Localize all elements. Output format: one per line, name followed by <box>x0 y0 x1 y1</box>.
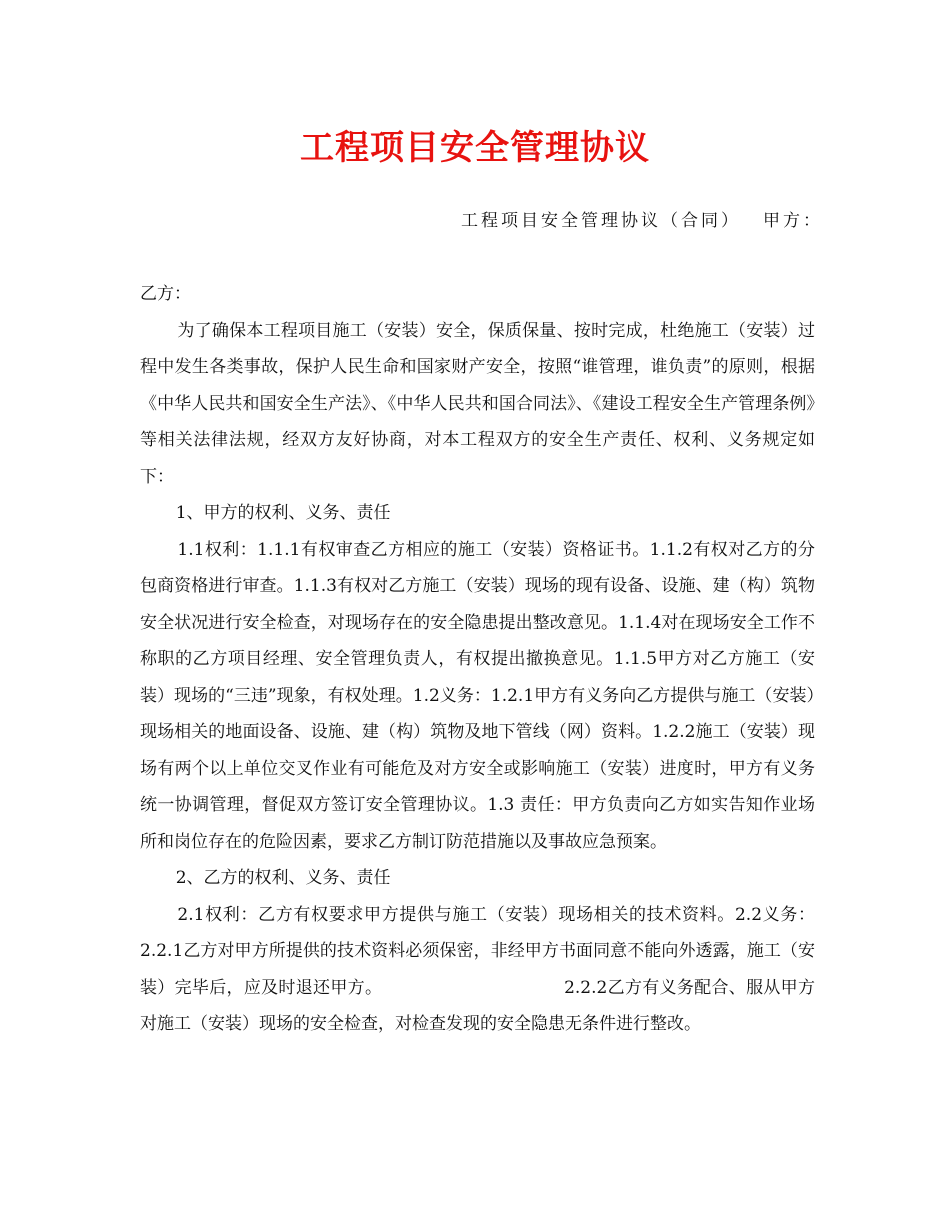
subtitle-line <box>140 206 823 236</box>
document-body <box>140 276 815 1043</box>
party-a-label: 甲方： <box>763 211 823 231</box>
section-1-heading: 1、甲方的权利、义务、责任 <box>175 503 391 523</box>
intro-paragraph: 为了确保本工程项目施工（安装）安全，保质保量、按时完成，杜绝施工（安装）过程中发生各类事故，保护人民生命和国家财产安全，按照“谁管理，谁负责”的原则，根据《中华人民共和国安全生产法》、《中华人民共和国合同法》、《建设工程安全生产管理条例》等相关法律法规，经双方友好协商，对本工程双方的安全生产责任、权利、义务规定如下： <box>140 320 815 487</box>
party-b-label: 乙方： <box>140 284 191 304</box>
section-2-body: 2.1权利：乙方有权要求甲方提供与施工（安装）现场相关的技术资料。2.2义务：2.2.1乙方对甲方所提供的技术资料必须保密，非经甲方书面同意不能向外透露，施工（安装）完毕后，应及时退还甲方。 2.2.2乙方有义务配合、服从甲方对施工（安装）现场的安全检查，对检查发现的安全隐患无条件进行整改。 <box>140 904 815 1034</box>
document-subtitle: 工程项目安全管理协议（合同） <box>461 211 741 231</box>
section-2-heading: 2、乙方的权利、义务、责任 <box>175 868 391 888</box>
section-1-body: 1.1权利：1.1.1有权审查乙方相应的施工（安装）资格证书。1.1.2有权对乙方的分包商资格进行审查。1.1.3有权对乙方施工（安装）现场的现有设备、设施、建（构）筑物安全状况进行安全检查，对现场存在的安全隐患提出整改意见。1.1.4对在现场安全工作不称职的乙方项目经理、安全管理负责人，有权提出撤换意见。1.1.5甲方对乙方施工（安装）现场的“三违”现象，有权处理。1.2义务：1.2.1甲方有义务向乙方提供与施工（安装）现场相关的地面设备、设施、建（构）筑物及地下管线（网）资料。1.2.2施工（安装）现场有两个以上单位交叉作业有可能危及对方安全或影响施工（安装）进度时，甲方有义务统一协调管理，督促双方签订安全管理协议。1.3 责任：甲方负责向乙方如实告知作业场所和岗位存在的危险因素，要求乙方制订防范措施以及事故应急预案。 <box>140 539 815 852</box>
document-title: 工程项目安全管理协议 <box>300 128 650 168</box>
